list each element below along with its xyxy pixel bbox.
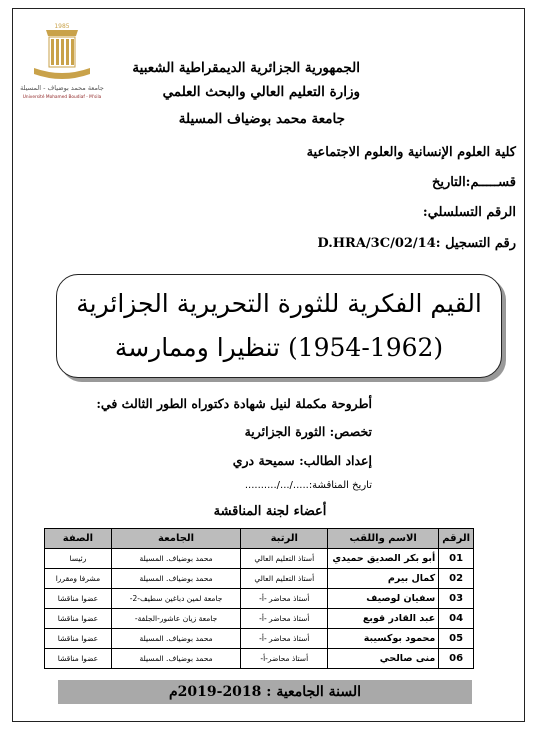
university-logo — [20, 18, 104, 108]
member-rank: أستاذ التعليم العالي — [241, 549, 328, 569]
member-role: عضوا مناقشا — [45, 589, 112, 609]
table-row — [45, 609, 474, 629]
academic-year-bar: السنة الجامعية : 2018-2019م — [58, 680, 472, 704]
faculty-name: كلية العلوم الإنسانية والعلوم الاجتماعية — [306, 145, 516, 160]
col-header-role: الصفة — [45, 529, 112, 549]
member-university: جامعة زيان عاشور-الجلفة- — [111, 609, 241, 629]
col-header-number: الرقم — [439, 529, 474, 549]
row-number: 05 — [439, 629, 474, 649]
member-university: محمد بوضياف. المسيلة — [111, 629, 241, 649]
member-name: سفيان لوصيف — [328, 589, 439, 609]
specialty-line: تخصص: الثورة الجزائرية — [244, 424, 372, 439]
member-name: منى صالحي — [328, 649, 439, 669]
table-row — [45, 549, 474, 569]
thesis-title-line1: القيم الفكرية للثورة التحريرية الجزائرية — [76, 289, 482, 318]
member-rank: أستاذ محاضر -أ- — [241, 629, 328, 649]
republic-name: الجمهورية الجزائرية الديمقراطية الشعبية — [132, 60, 360, 76]
row-number: 04 — [439, 609, 474, 629]
member-name: أبو بكر الصديق حميدي — [328, 549, 439, 569]
ministry-name: وزارة التعليم العالي والبحث العلمي — [162, 84, 360, 100]
row-number: 02 — [439, 569, 474, 589]
member-rank: أستاذ محاضر -أ- — [241, 609, 328, 629]
row-number: 06 — [439, 649, 474, 669]
table-row — [45, 629, 474, 649]
jury-table — [44, 528, 474, 669]
registration-number: رقم التسجيل :D.HRA/3C/02/14 — [317, 236, 516, 251]
logo-name-ar: جامعة محمد بوضياف - المسيلة — [20, 84, 104, 92]
member-role: مشرفا ومقررا — [45, 569, 112, 589]
member-rank: أستاذ التعليم العالي — [241, 569, 328, 589]
logo-name-fr: Université Mohamed Boudiaf - M'sila — [22, 95, 102, 100]
university-name: جامعة محمد بوضياف المسيلة — [178, 111, 345, 127]
member-university: محمد بوضياف. المسيلة — [111, 569, 241, 589]
member-university: محمد بوضياف. المسيلة — [111, 649, 241, 669]
student-line: إعداد الطالب: سميحة دري — [232, 453, 372, 468]
member-university: محمد بوضياف. المسيلة — [111, 549, 241, 569]
row-number: 01 — [439, 549, 474, 569]
member-role: عضوا مناقشا — [45, 649, 112, 669]
member-name: عبد القادر قوبع — [328, 609, 439, 629]
member-rank: أستاذ محاضر -أ- — [241, 589, 328, 609]
table-row — [45, 569, 474, 589]
row-number: 03 — [439, 589, 474, 609]
logo-year: 1985 — [54, 23, 70, 30]
member-role: رئيسا — [45, 549, 112, 569]
jury-title: أعضاء لجنة المناقشة — [213, 504, 327, 519]
member-name: كمال بيرم — [328, 569, 439, 589]
defense-date-line: تاريخ المناقشة:...../.../.......... — [244, 480, 372, 491]
table-row — [45, 649, 474, 669]
member-university: جامعة لمين دباغين سطيف-2- — [111, 589, 241, 609]
col-header-university: الجامعة — [111, 529, 241, 549]
thesis-title-line2: (1954-1962) تنظيرا وممارسة — [114, 333, 444, 362]
member-role: عضوا مناقشا — [45, 629, 112, 649]
serial-number-label: الرقم التسلسلي: — [422, 205, 516, 220]
member-role: عضوا مناقشا — [45, 609, 112, 629]
degree-line: أطروحة مكملة لنيل شهادة دكتوراه الطور الثالث في: — [96, 396, 372, 411]
col-header-rank: الرتبة — [241, 529, 328, 549]
member-rank: أستاذ محاضر-أ- — [241, 649, 328, 669]
table-row — [45, 589, 474, 609]
col-header-name: الاسم واللقب — [328, 529, 439, 549]
member-name: محمود بوكسيبة — [328, 629, 439, 649]
thesis-title-box — [56, 274, 502, 378]
department-name: قســـــم:التاريخ — [431, 175, 516, 190]
jury-header-row — [45, 529, 474, 549]
